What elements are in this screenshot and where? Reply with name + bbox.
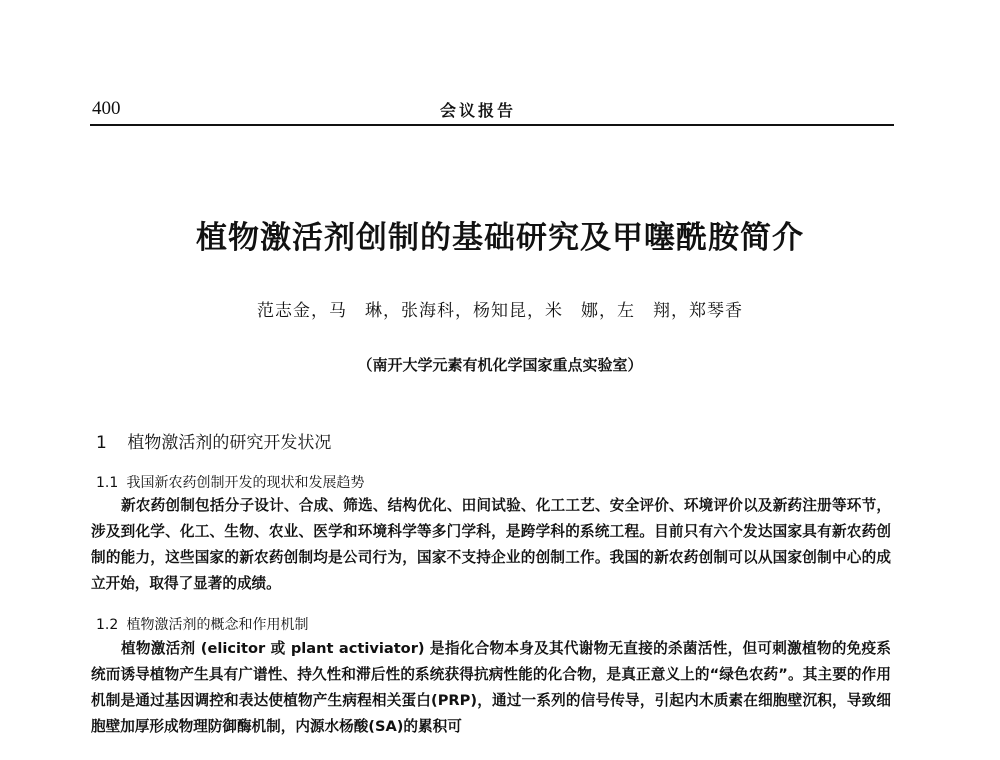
paper-title: 植物激活剂创制的基础研究及甲噻酰胺简介 — [196, 220, 804, 256]
section-number: 1 — [96, 433, 107, 453]
paragraph-text: 新农药创制包括分子设计、合成、筛选、结构优化、田间试验、化工工艺、安全评价、环境评价以及新药注册等环节，涉及到化学、化工、生物、农业、医学和环境科学等多门学科，是跨学科的系统工程。目前只有六个发达国家具有新农药创制的能力，这些国家的新农药创制均是公司行为，国家不支持企业的创制工作。我国的新农药创制可以从国家创制中心的成立开始，取得了显著的成绩。 — [91, 497, 891, 592]
subsection-number: 1.2 — [96, 617, 119, 633]
subsection-title: 植物激活剂的概念和作用机制 — [126, 617, 309, 633]
author-list: 范志金，马 琳，张海科，杨知昆，米 娜，左 翔，郑琴香 — [257, 301, 743, 321]
subsection-title: 我国新农药创制开发的现状和发展趋势 — [126, 475, 365, 491]
subsection-number: 1.1 — [96, 475, 119, 491]
subsection-heading-1-1 — [96, 472, 364, 492]
paragraph-text: 植物激活剂 (elicitor 或 plant activiator) 是指化合物本身及其代谢物无直接的杀菌活性，但可刺激植物的免疫系统而诱导植物产生具有广谱性、持久性和滞后性的系统获得抗病性能的化合物，是真正意义上的“绿色农药”。其主要的作用机制是通过基因调控和表达使植物产生病程相关蛋白(PRP)，通过一系列的信号传导，引起内木质素在细胞壁沉积，导致细胞壁加厚形成物理防御酶机制，内源水杨酸(SA)的累积可 — [91, 640, 891, 735]
subsection-heading-1-2 — [96, 614, 308, 634]
section-heading-1 — [96, 428, 331, 453]
paragraph-1-1 — [91, 493, 891, 597]
page-number: 400 — [92, 98, 121, 119]
header-rule — [90, 124, 894, 126]
section-title: 植物激活剂的研究开发状况 — [127, 433, 332, 453]
affiliation: （南开大学元素有机化学国家重点实验室） — [357, 356, 643, 374]
running-title: 会议报告 — [440, 101, 517, 120]
paragraph-1-2 — [91, 636, 891, 740]
